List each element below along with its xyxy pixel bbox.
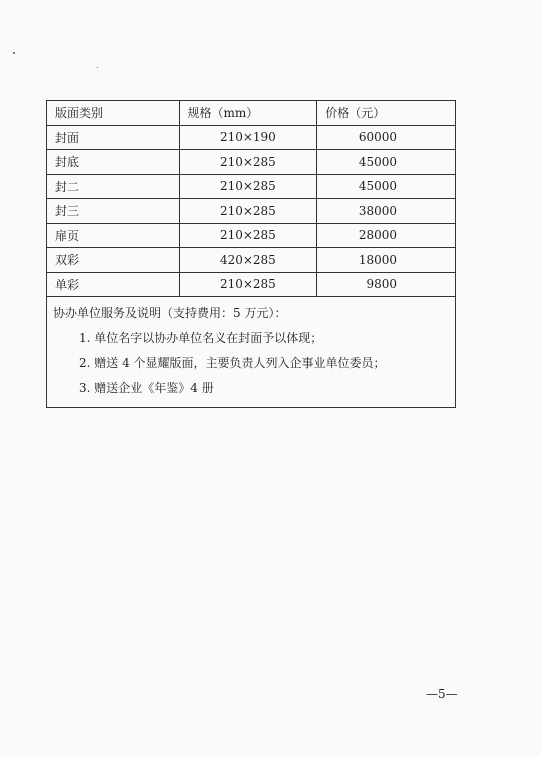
- table-row: [47, 223, 456, 248]
- size-cell: 210×285: [179, 223, 317, 248]
- size-cell: 210×285: [179, 199, 317, 224]
- note-item: 2. 赠送 4 个显耀版面，主要负责人列入企事业单位委员；: [79, 356, 386, 370]
- category-cell: 扉页: [47, 223, 180, 248]
- size-cell: 420×285: [179, 248, 317, 273]
- notes-title: 协办单位服务及说明（支持费用：5 万元）：: [53, 306, 287, 320]
- table-row: [47, 150, 456, 175]
- header-category: 版面类别: [47, 101, 180, 126]
- price-cell: 28000: [317, 223, 456, 248]
- header-size: 规格（mm）: [179, 101, 317, 126]
- size-cell: 210×285: [179, 272, 317, 297]
- category-cell: 封底: [47, 150, 180, 175]
- notes-cell: [47, 297, 456, 408]
- table-row: [47, 125, 456, 150]
- category-cell: 双彩: [47, 248, 180, 273]
- table-row: [47, 272, 456, 297]
- size-cell: 210×285: [179, 174, 317, 199]
- scan-speck: [97, 67, 98, 68]
- price-cell: 38000: [317, 199, 456, 224]
- advertising-price-table: [46, 100, 456, 408]
- price-cell: 45000: [317, 174, 456, 199]
- table-header-row: [47, 101, 456, 126]
- size-cell: 210×190: [179, 125, 317, 150]
- header-price: 价格（元）: [317, 101, 456, 126]
- price-cell: 9800: [317, 272, 456, 297]
- note-item: 1. 单位名字以协办单位名义在封面予以体现；: [79, 331, 323, 345]
- scan-speck: [13, 52, 15, 54]
- category-cell: 封二: [47, 174, 180, 199]
- page-number: —5—: [426, 687, 458, 701]
- note-item: 3. 赠送企业《年鉴》4 册: [79, 381, 214, 395]
- price-cell: 18000: [317, 248, 456, 273]
- notes-row: [47, 297, 456, 408]
- category-cell: 封三: [47, 199, 180, 224]
- category-cell: 单彩: [47, 272, 180, 297]
- category-cell: 封面: [47, 125, 180, 150]
- table-row: [47, 248, 456, 273]
- price-cell: 45000: [317, 150, 456, 175]
- size-cell: 210×285: [179, 150, 317, 175]
- table-row: [47, 199, 456, 224]
- table-row: [47, 174, 456, 199]
- price-cell: 60000: [317, 125, 456, 150]
